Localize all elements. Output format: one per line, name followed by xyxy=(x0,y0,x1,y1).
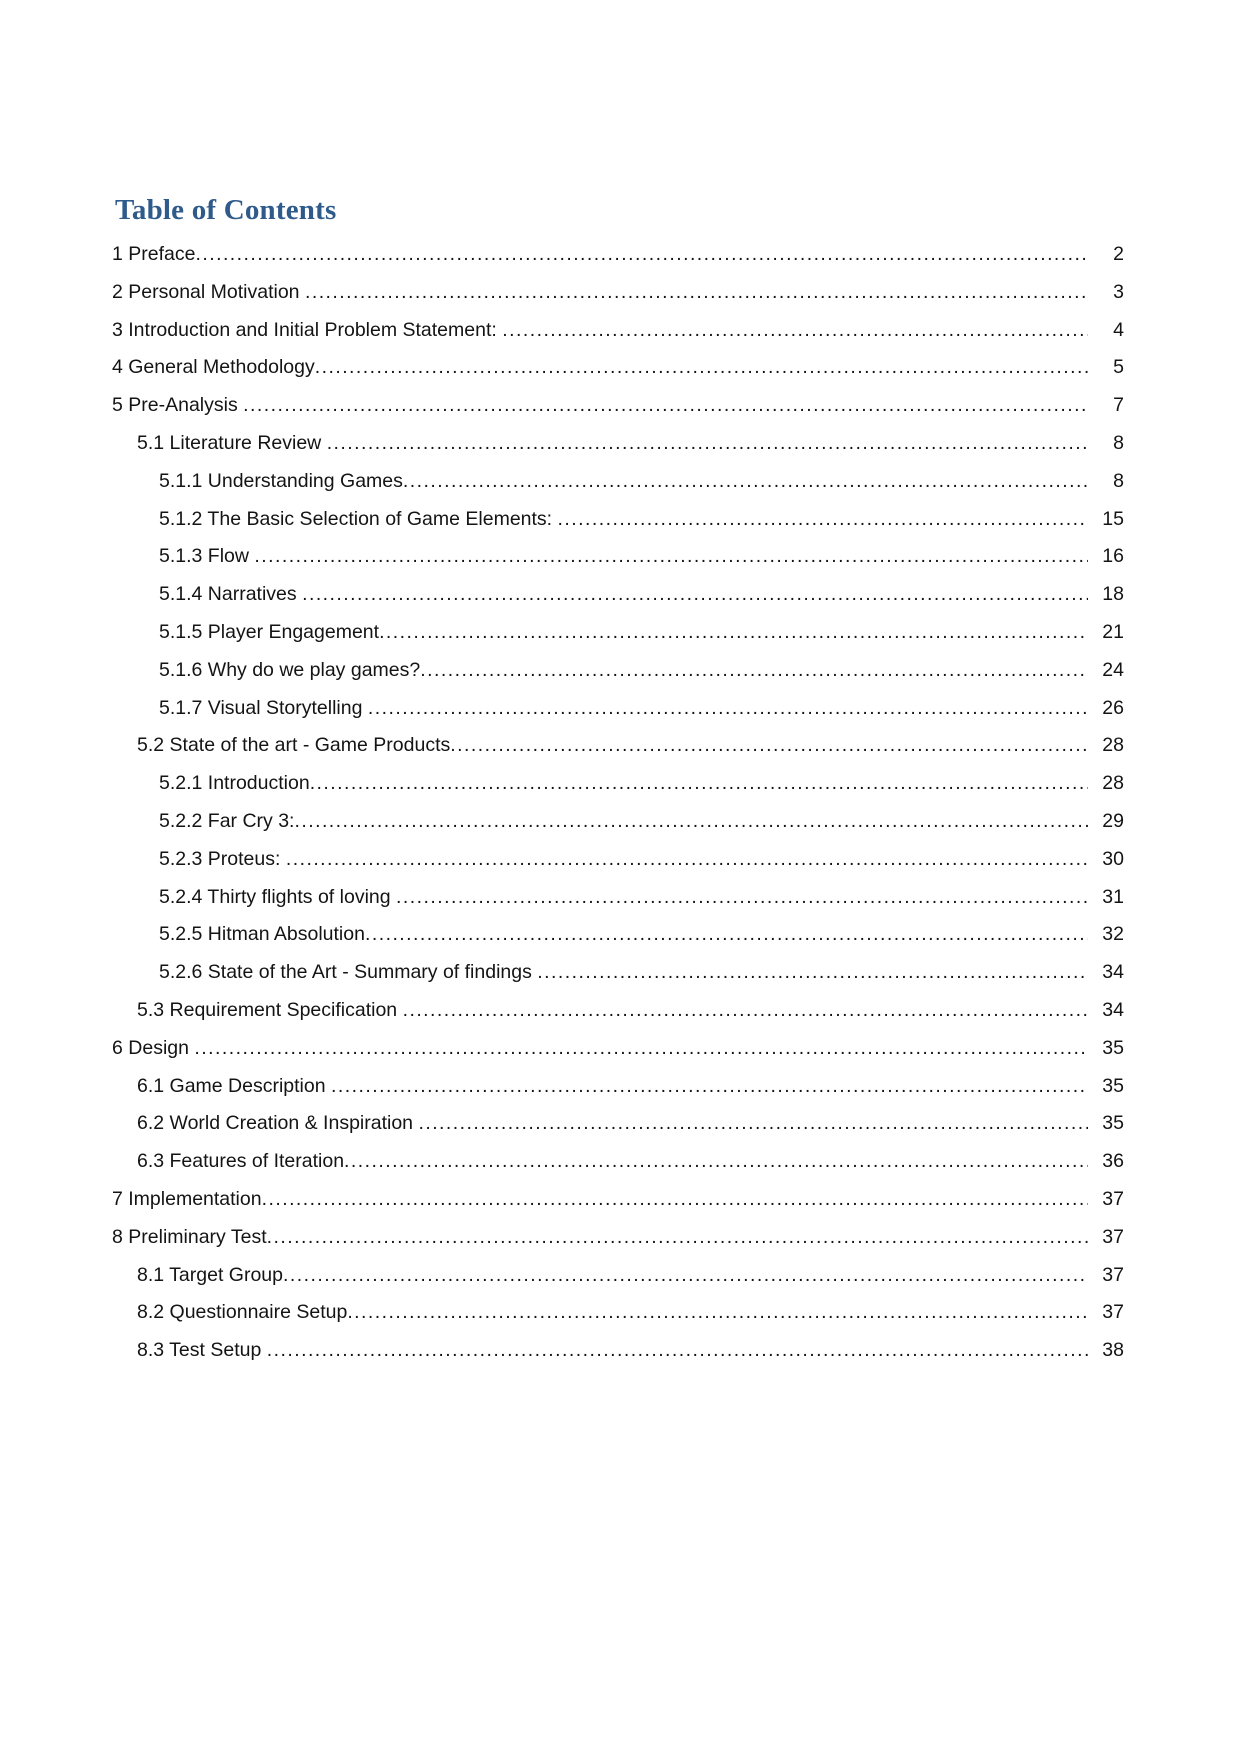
toc-leader-dots xyxy=(315,358,1088,378)
toc-entry[interactable] xyxy=(112,434,1124,472)
toc-entry[interactable] xyxy=(112,736,1124,774)
toc-entry[interactable] xyxy=(112,925,1124,963)
toc-entry[interactable] xyxy=(112,623,1124,661)
toc-entry-page-number: 28 xyxy=(1102,774,1124,795)
toc-leader-dots xyxy=(368,699,1088,719)
toc-entry-page-number: 35 xyxy=(1102,1076,1124,1097)
toc-leader-dots xyxy=(450,736,1088,756)
toc-entry-label: 8.3 Test Setup xyxy=(137,1341,262,1362)
toc-entry-label: 4 General Methodology xyxy=(112,358,315,379)
toc-entry[interactable] xyxy=(112,1152,1124,1190)
toc-leader-dots xyxy=(286,850,1088,870)
toc-entry-label: 5.1 Literature Review xyxy=(137,433,322,454)
toc-entry[interactable] xyxy=(112,699,1124,737)
toc-entry-label: 5.2.2 Far Cry 3: xyxy=(159,811,295,832)
toc-entry-label: 5.1.7 Visual Storytelling xyxy=(159,698,363,719)
toc-entry[interactable] xyxy=(112,812,1124,850)
toc-entry-page-number: 29 xyxy=(1102,811,1124,832)
toc-leader-dots xyxy=(558,510,1088,530)
toc-entry-page-number: 18 xyxy=(1102,585,1124,606)
toc-leader-dots xyxy=(502,321,1088,341)
toc-leader-dots xyxy=(418,1114,1088,1134)
toc-leader-dots xyxy=(344,1152,1088,1172)
toc-entry-label: 5.2.4 Thirty flights of loving xyxy=(159,887,391,908)
toc-entry[interactable] xyxy=(112,510,1124,548)
toc-entry-page-number: 30 xyxy=(1102,849,1124,870)
toc-entry[interactable] xyxy=(112,321,1124,359)
toc-entry-label: 5.2.6 State of the Art - Summary of findings xyxy=(159,963,532,984)
toc-entry-label: 5.1.1 Understanding Games xyxy=(159,471,403,492)
toc-leader-dots xyxy=(396,888,1088,908)
toc-entry-label: 8.1 Target Group xyxy=(137,1265,283,1286)
toc-entry-page-number: 36 xyxy=(1102,1152,1124,1173)
toc-entry[interactable] xyxy=(112,1228,1124,1266)
toc-leader-dots xyxy=(194,1039,1088,1059)
toc-entry-page-number: 21 xyxy=(1102,622,1124,643)
toc-entry-page-number: 15 xyxy=(1102,509,1124,530)
toc-entry[interactable] xyxy=(112,245,1124,283)
toc-leader-dots xyxy=(347,1303,1088,1323)
toc-entry-page-number: 4 xyxy=(1113,320,1124,341)
toc-entry-page-number: 34 xyxy=(1102,963,1124,984)
toc-leader-dots xyxy=(331,1077,1088,1097)
toc-entry[interactable] xyxy=(112,1039,1124,1077)
toc-entry-page-number: 2 xyxy=(1113,245,1124,265)
toc-entry-page-number: 37 xyxy=(1102,1227,1124,1248)
toc-entry-label: 1 Preface xyxy=(112,245,196,265)
toc-entry-page-number: 5 xyxy=(1113,358,1124,379)
toc-entry[interactable] xyxy=(112,1341,1124,1379)
toc-entry[interactable] xyxy=(112,850,1124,888)
toc-entry-label: 6 Design xyxy=(112,1038,189,1059)
toc-entry-list xyxy=(112,245,1124,1379)
toc-entry-page-number: 37 xyxy=(1102,1265,1124,1286)
toc-entry-label: 5.2.5 Hitman Absolution xyxy=(159,925,365,946)
toc-entry-page-number: 8 xyxy=(1113,433,1124,454)
toc-entry-label: 2 Personal Motivation xyxy=(112,282,300,303)
toc-entry-label: 5.1.4 Narratives xyxy=(159,585,297,606)
toc-entry[interactable] xyxy=(112,358,1124,396)
toc-leader-dots xyxy=(294,812,1088,832)
toc-entry-page-number: 34 xyxy=(1102,1000,1124,1021)
toc-leader-dots xyxy=(302,585,1088,605)
toc-leader-dots xyxy=(420,661,1088,681)
toc-entry-label: 5 Pre-Analysis xyxy=(112,396,238,417)
toc-entry-label: 5.1.3 Flow xyxy=(159,547,249,568)
table-of-contents xyxy=(112,196,1124,1379)
toc-leader-dots xyxy=(310,774,1088,794)
toc-entry[interactable] xyxy=(112,963,1124,1001)
toc-entry-page-number: 35 xyxy=(1102,1038,1124,1059)
toc-leader-dots xyxy=(403,1001,1088,1021)
toc-entry-page-number: 28 xyxy=(1102,736,1124,757)
toc-entry-page-number: 8 xyxy=(1113,471,1124,492)
toc-entry-label: 6.1 Game Description xyxy=(137,1076,326,1097)
toc-entry-label: 5.1.6 Why do we play games? xyxy=(159,660,421,681)
toc-entry-label: 5.2.1 Introduction xyxy=(159,774,310,795)
toc-entry[interactable] xyxy=(112,1303,1124,1341)
toc-entry[interactable] xyxy=(112,774,1124,812)
toc-entry-label: 6.3 Features of Iteration xyxy=(137,1152,345,1173)
toc-leader-dots xyxy=(327,434,1088,454)
toc-entry[interactable] xyxy=(112,585,1124,623)
toc-entry[interactable] xyxy=(112,661,1124,699)
toc-entry-page-number: 16 xyxy=(1102,547,1124,568)
toc-entry-label: 8.2 Questionnaire Setup xyxy=(137,1303,348,1324)
toc-entry-label: 3 Introduction and Initial Problem Statement: xyxy=(112,320,497,341)
toc-entry-page-number: 26 xyxy=(1102,698,1124,719)
toc-entry-page-number: 3 xyxy=(1113,282,1124,303)
toc-entry[interactable] xyxy=(112,1190,1124,1228)
toc-leader-dots xyxy=(379,623,1088,643)
toc-entry[interactable] xyxy=(112,1077,1124,1115)
toc-entry-label: 6.2 World Creation & Inspiration xyxy=(137,1114,414,1135)
toc-entry-page-number: 31 xyxy=(1102,887,1124,908)
toc-entry-label: 5.2.3 Proteus: xyxy=(159,849,281,870)
toc-entry[interactable] xyxy=(112,1001,1124,1039)
toc-entry[interactable] xyxy=(112,547,1124,585)
page-title: Table of Contents xyxy=(115,194,337,226)
toc-leader-dots xyxy=(254,547,1088,567)
toc-leader-dots xyxy=(262,1190,1088,1210)
toc-entry[interactable] xyxy=(112,1266,1124,1304)
toc-leader-dots xyxy=(267,1228,1088,1248)
toc-entry-page-number: 32 xyxy=(1102,925,1124,946)
toc-leader-dots xyxy=(537,963,1088,983)
toc-entry[interactable] xyxy=(112,888,1124,926)
toc-leader-dots xyxy=(243,396,1088,416)
toc-leader-dots xyxy=(267,1341,1088,1361)
toc-entry-page-number: 24 xyxy=(1102,660,1124,681)
toc-entry-page-number: 37 xyxy=(1102,1189,1124,1210)
toc-entry-label: 5.2 State of the art - Game Products xyxy=(137,736,451,757)
toc-leader-dots xyxy=(305,283,1088,303)
toc-entry-page-number: 37 xyxy=(1102,1303,1124,1324)
toc-leader-dots xyxy=(283,1266,1088,1286)
toc-entry-label: 7 Implementation xyxy=(112,1189,262,1210)
toc-entry-label: 5.1.5 Player Engagement xyxy=(159,622,380,643)
toc-entry[interactable] xyxy=(112,283,1124,321)
toc-entry-label: 5.1.2 The Basic Selection of Game Elements: xyxy=(159,509,553,530)
toc-leader-dots xyxy=(403,472,1088,492)
toc-entry-page-number: 35 xyxy=(1102,1114,1124,1135)
toc-entry-page-number: 7 xyxy=(1113,396,1124,417)
toc-entry[interactable] xyxy=(112,1114,1124,1152)
toc-entry[interactable] xyxy=(112,472,1124,510)
toc-leader-dots xyxy=(195,245,1088,265)
toc-entry-label: 5.3 Requirement Specification xyxy=(137,1000,398,1021)
toc-entry[interactable] xyxy=(112,396,1124,434)
toc-entry-page-number: 38 xyxy=(1102,1341,1124,1362)
toc-entry-label: 8 Preliminary Test xyxy=(112,1227,267,1248)
toc-leader-dots xyxy=(365,925,1088,945)
